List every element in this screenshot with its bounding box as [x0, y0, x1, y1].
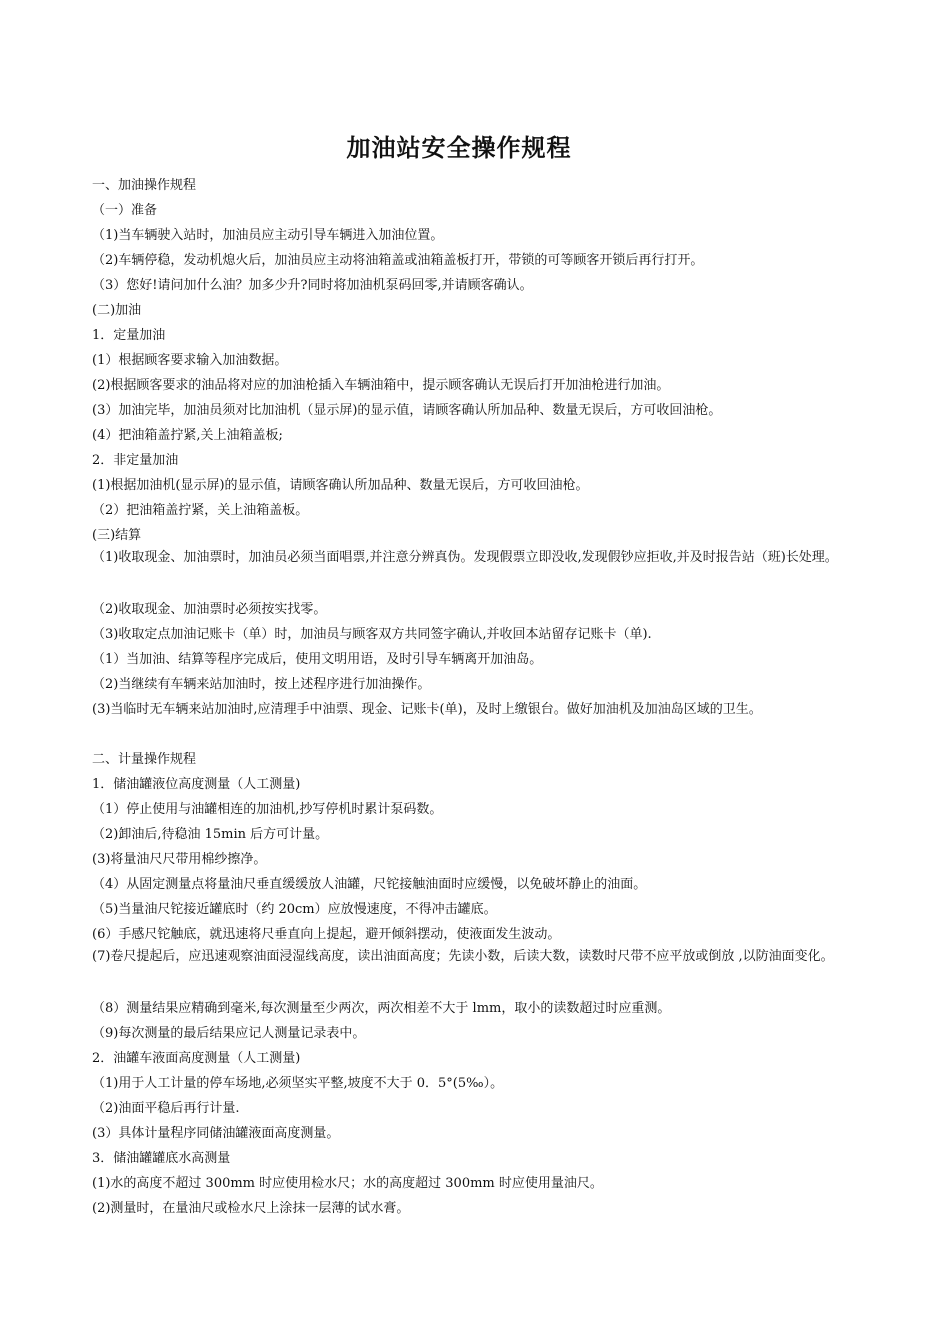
- text-line: (3)将量油尺尺带用棉纱擦净。: [92, 852, 267, 867]
- text-line: （2)卸油后,待稳油 15min 后方可计量。: [92, 827, 329, 842]
- subsection-heading: (三)结算: [92, 528, 142, 543]
- text-line: (2)测量时，在量油尺或检水尺上涂抹一层薄的试水膏。: [92, 1201, 410, 1216]
- text-line: （4）从固定测量点将量油尺垂直缓缓放人油罐，尺铊接触油面时应缓慢，以免破坏静止的油面。: [92, 877, 647, 892]
- text-line: (6）手感尺铊触底，就迅速将尺垂直向上提起，避开倾斜摆动，使液面发生波动。: [92, 927, 561, 942]
- text-line: （8）测量结果应精确到毫米,每次测量至少两次，两次相差不大于 lmm，取小的读数超过时应重测。: [92, 1001, 671, 1016]
- text-paragraph: (7)卷尺提起后，应迅速观察油面浸湿线高度，读出油面高度；先读小数，后读大数，读数时尺带不应平放或倒放 ,以防油面变化。: [92, 949, 834, 964]
- item-heading: 3．储油罐罐底水高测量: [92, 1151, 231, 1166]
- text-line: (1)根据加油机(显示屏)的显示值，请顾客确认所加品种、数量无误后，方可收回油枪。: [92, 478, 589, 493]
- text-line: （2)收取现金、加油票时必须按实找零。: [92, 602, 327, 617]
- text-line: （1)用于人工计量的停车场地,必须坚实平整,坡度不大于 0．5°(5‰）。: [92, 1076, 504, 1091]
- document-title: 加油站安全操作规程: [346, 134, 572, 162]
- text-line: （5)当量油尺铊接近罐底时（约 20cm）应放慢速度，不得冲击罐底。: [92, 902, 497, 917]
- text-line: （1）当加油、结算等程序完成后，使用文明用语，及时引导车辆离开加油岛。: [92, 652, 543, 667]
- section-heading-1: 一、加油操作规程: [92, 178, 197, 193]
- text-paragraph: （1)收取现金、加油票时，加油员必须当面唱票,并注意分辨真伪。发现假票立即没收,发现假钞应拒收,并及时报告站（班)长处理。: [92, 550, 838, 565]
- text-line: （1）停止使用与油罐相连的加油机,抄写停机时累计泵码数。: [92, 802, 443, 817]
- subsection-heading: (二)加油: [92, 303, 142, 318]
- text-line: (1)水的高度不超过 300mm 时应使用检水尺；水的高度超过 300mm 时应使用量油尺。: [92, 1176, 603, 1191]
- text-line: （3)收取定点加油记账卡（单）时，加油员与顾客双方共同签字确认,并收回本站留存记账卡（单).: [92, 627, 652, 642]
- item-heading: 1．定量加油: [92, 328, 166, 343]
- subsection-heading: （一）准备: [92, 203, 158, 218]
- text-line: (2)根据顾客要求的油品将对应的加油枪插入车辆油箱中，提示顾客确认无误后打开加油枪进行加油。: [92, 378, 670, 393]
- item-heading: 1．储油罐液位高度测量（人工测量): [92, 777, 301, 792]
- text-line: (3）加油完毕，加油员须对比加油机（显示屏)的显示值，请顾客确认所加品种、数量无误后，方可收回油枪。: [92, 403, 722, 418]
- text-line: （2)车辆停稳，发动机熄火后，加油员应主动将油箱盖或油箱盖板打开，带锁的可等顾客开锁后再行打开。: [92, 253, 704, 268]
- text-line: (3）具体计量程序同储油罐液面高度测量。: [92, 1126, 340, 1141]
- text-line: （1)当车辆驶入站时，加油员应主动引导车辆进入加油位置。: [92, 228, 444, 243]
- text-line: （2)当继续有车辆来站加油时，按上述程序进行加油操作。: [92, 677, 431, 692]
- text-line: （3）您好!请问加什么油？加多少升?同时将加油机泵码回零,并请顾客确认。: [92, 278, 533, 293]
- text-line: （9)每次测量的最后结果应记人测量记录表中。: [92, 1026, 366, 1041]
- text-line: （2)油面平稳后再行计量.: [92, 1101, 240, 1116]
- text-line: (4）把油箱盖拧紧,关上油箱盖板;: [92, 428, 283, 443]
- item-heading: 2．非定量加油: [92, 453, 179, 468]
- section-heading-2: 二、计量操作规程: [92, 752, 197, 767]
- text-line: (3)当临时无车辆来站加油时,应清理手中油票、现金、记账卡(单)，及时上缴银台。做好加油机及加油岛区域的卫生。: [92, 702, 762, 717]
- item-heading: 2．油罐车液面高度测量（人工测量): [92, 1051, 301, 1066]
- text-line: (1）根据顾客要求输入加油数据。: [92, 353, 288, 368]
- text-line: （2）把油箱盖拧紧，关上油箱盖板。: [92, 503, 309, 518]
